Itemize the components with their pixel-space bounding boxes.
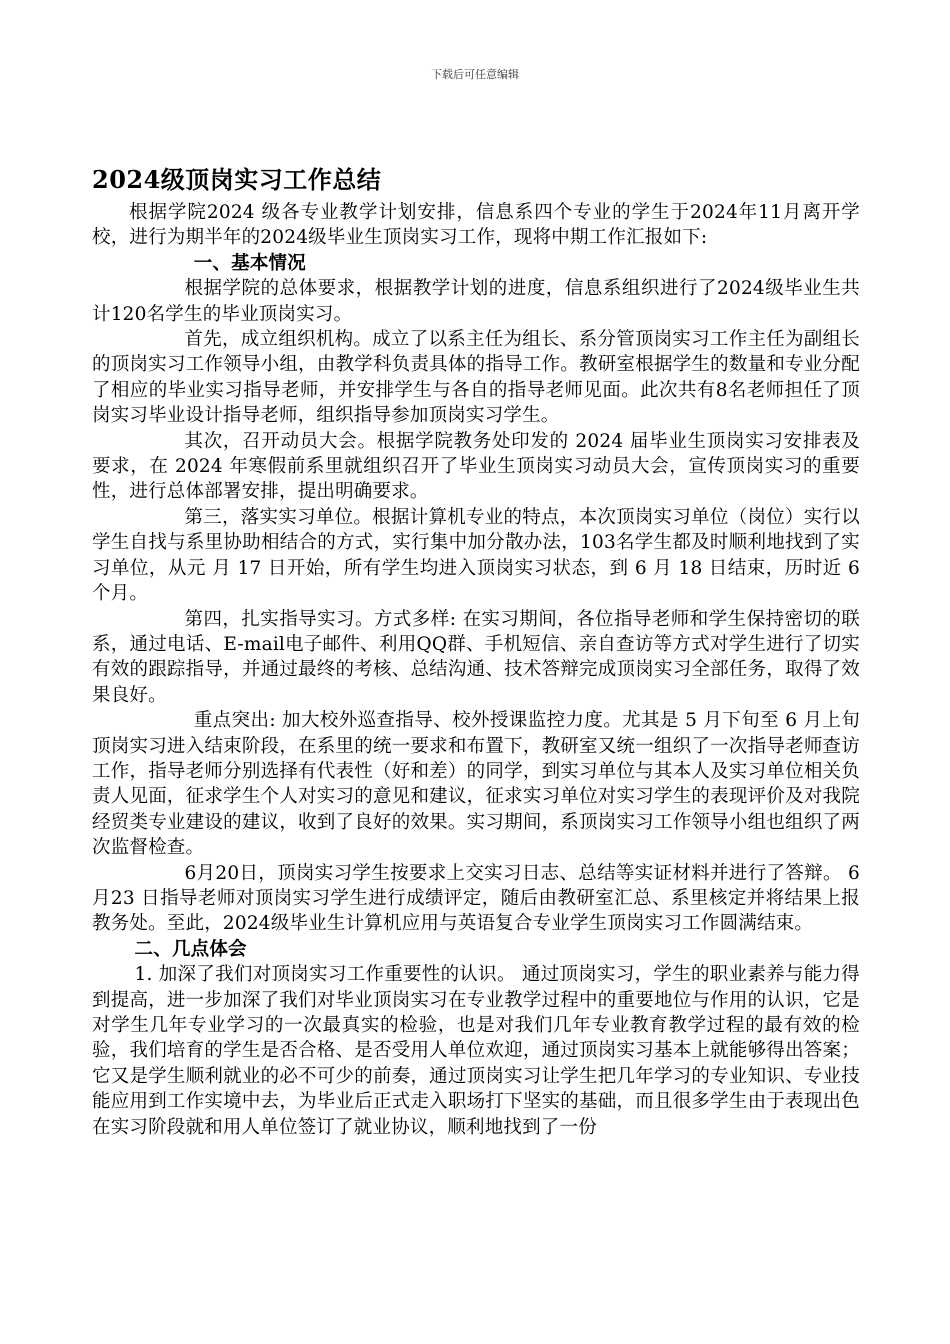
paragraph: 根据学院的总体要求，根据教学计划的进度，信息系组织进行了2024级毕业生共计120名学生的毕业顶岗实习。: [92, 278, 860, 325]
paragraph: 重点突出: 加大校外巡查指导、校外授课监控力度。尤其是 5 月下旬至 6 月上旬顶岗实习进入结束阶段，在系里的统一要求和布置下，教研室又统一组织了一次指导老师查访工作，指导老师分别选择有代表性（好和差）的同学，到实习单位与其本人及实习单位相关负责人见面，征求学生个人对实习的意见和建议，征求实习单位对实习学生的表现评价及对我院经贸类专业建设的建议，收到了良好的效果。实习期间，系顶岗实习工作领导小组也组织了两次监督检查。: [92, 710, 860, 859]
page-header: 下载后可任意编辑: [431, 68, 519, 81]
paragraph: 6月20日，顶岗实习学生按要求上交实习日志、总结等实证材料并进行了答辩。 6月23 日指导老师对顶岗实习学生进行成绩评定，随后由教研室汇总、系里核定并将结果上报教务处。至此，2024级毕业生计算机应用与英语复合专业学生顶岗实习工作圆满结束。: [92, 862, 860, 935]
paragraph: 第三，落实实习单位。根据计算机专业的特点，本次顶岗实习单位（岗位）实行以学生自找与系里协助相结合的方式，实行集中加分散办法，103名学生都及时顺利地找到了实习单位，从元 月 17 日开始，所有学生均进入顶岗实习状态，到 6 月 18 日结束，历时近 6个月。: [92, 506, 860, 605]
paragraph: 其次，召开动员大会。根据学院教务处印发的 2024 届毕业生顶岗实习安排表及要求，在 2024 年寒假前系里就组织召开了毕业生顶岗实习动员大会，宣传顶岗实习的重要性，进行总体部署安排，提出明确要求。: [92, 430, 860, 503]
paragraph: 首先，成立组织机构。成立了以系主任为组长、系分管顶岗实习工作主任为副组长的顶岗实习工作领导小组，由教学科负责具体的指导工作。教研室根据学生的数量和专业分配了相应的毕业实习指导老师，并安排学生与各自的指导老师见面。此次共有8名老师担任了顶岗实习毕业设计指导老师，组织指导参加顶岗实习学生。: [92, 329, 860, 427]
document-title: 2024级顶岗实习工作总结: [92, 165, 382, 194]
section-heading-insights: 二、几点体会: [134, 938, 247, 960]
paragraph: 第四，扎实指导实习。方式多样: 在实习期间，各位指导老师和学生保持密切的联系，通过电话、E-mail电子邮件、利用QQ群、手机短信、亲自查访等方式对学生进行了切实有效的跟踪指导，并通过最终的考核、总结沟通、技术答辩完成顶岗实习全部任务，取得了效果良好。: [92, 608, 860, 706]
intro-paragraph: 根据学院2024 级各专业教学计划安排，信息系四个专业的学生于2024年11月离开学校，进行为期半年的2024级毕业生顶岗实习工作，现将中期工作汇报如下:: [92, 202, 860, 249]
section-heading-basic: 一、基本情况: [193, 252, 306, 274]
paragraph: 1. 加深了我们对顶岗实习工作重要性的认识。 通过顶岗实习，学生的职业素养与能力得到提高，进一步加深了我们对毕业顶岗实习在专业教学过程中的重要地位与作用的认识，它是对学生几年专业学习的一次最真实的检验，也是对我们几年专业教育教学过程的最有效的检验，我们培育的学生是否合格、是否受用人单位欢迎，通过顶岗实习基本上就能够得出答案；它又是学生顺利就业的必不可少的前奏，通过顶岗实习让学生把几年学习的专业知识、专业技能应用到工作实境中去，为毕业后正式走入职场打下坚实的基础，而且很多学生由于表现出色在实习阶段就和用人单位签订了就业协议，顺利地找到了一份: [92, 964, 860, 1138]
document-body: [92, 200, 860, 1140]
